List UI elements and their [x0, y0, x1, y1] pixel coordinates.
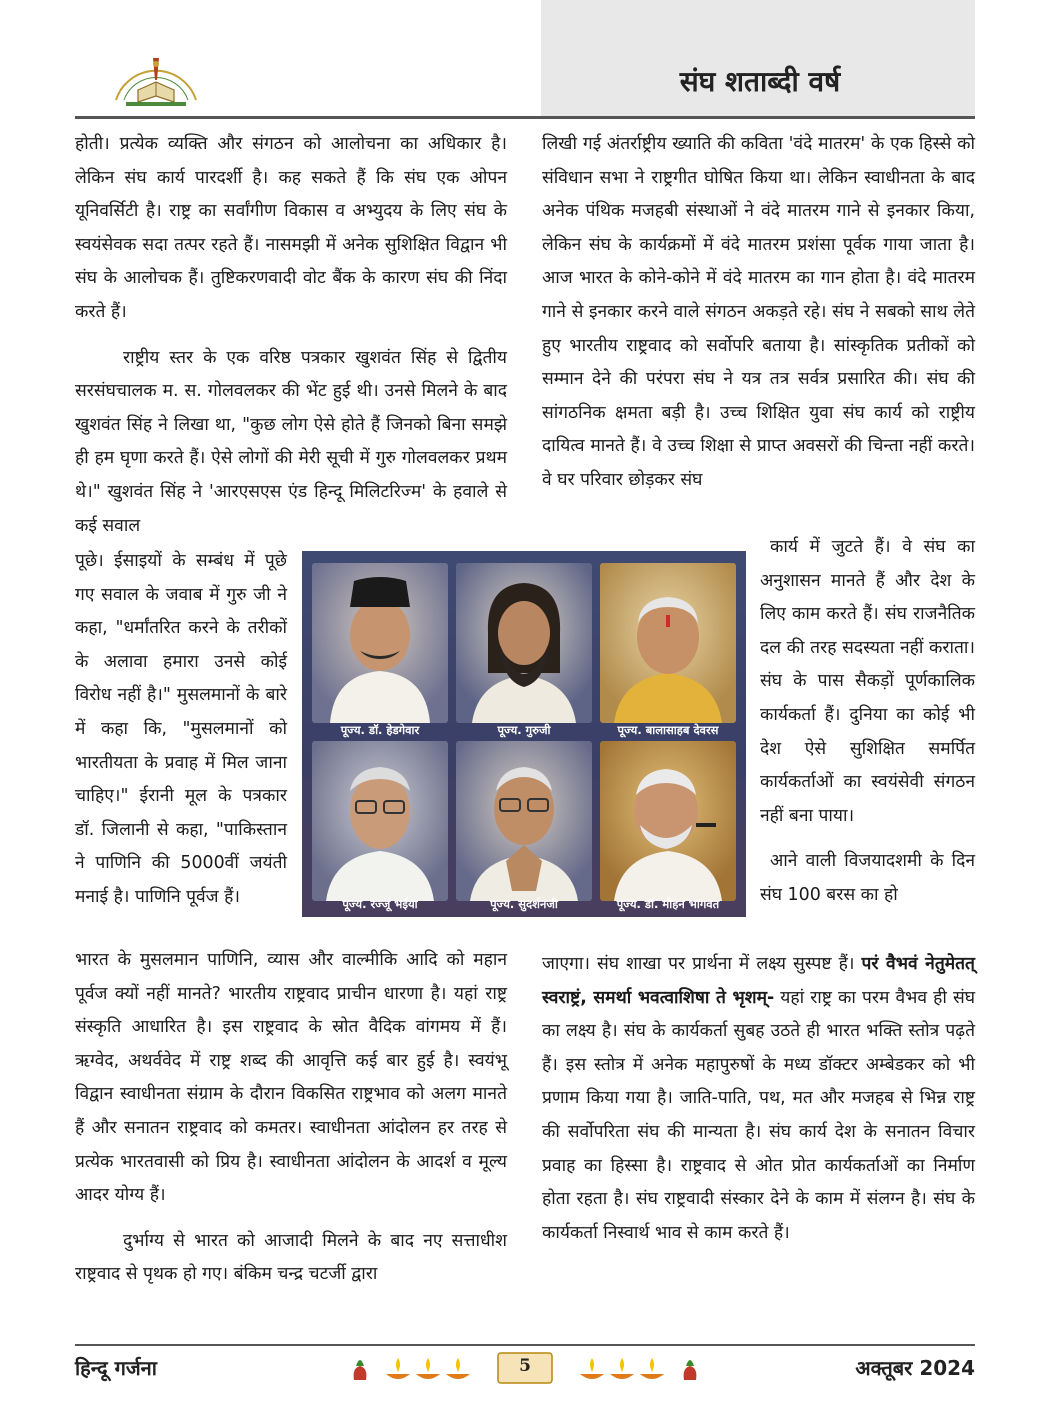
- magazine-logo: [106, 42, 206, 112]
- sanskrit-prayer-line: परं वैभवं नेतुमेतत् स्वराष्ट्रं, समर्था भवत्वाशिषा ते भृशम्-: [542, 954, 975, 1008]
- text-run: यहां राष्ट्र का परम वैभव ही संघ का लक्ष्य है। संघ के कार्यकर्ता सुबह उठते ही भारत भक्ति स्तोत्र पढ़ते हैं। इस स्तोत्र में अनेक महापुरुषों के मध्य डॉक्टर अम्बेडकर को भी प्रणाम किया गया है। जाति-पाति, पथ, मत और मजहब से भिन्न राष्ट्र की सर्वोपरिता संघ की मान्यता है। संघ कार्य देश के सनातन विचार प्रवाह का हिस्सा है। राष्ट्रवाद से ओत प्रोत कार्यकर्ताओं का निर्माण होता रहता है। संघ राष्ट्रवादी संस्कार देने के काम में संलग्न है। संघ के कार्यकर्ता निस्वार्थ भाव से काम करते हैं।: [542, 987, 975, 1243]
- paragraph: कार्य में जुटते हैं। वे संघ का अनुशासन मानते हैं और देश के लिए काम करते हैं। संघ राजनैतिक दल की तरह सदस्यता नहीं कराता। संघ के पास सैकड़ों पूर्णकालिक कार्यकर्ता हैं। दुनिया का कोई भी देश ऐसे सुशिक्षित समर्पित कार्यकर्ताओं का स्वयंसेवी संगठन नहीं बना पाया।: [760, 537, 975, 826]
- caption-rajju-bhaiya: पूज्य. रज्जू भईया: [342, 897, 418, 911]
- portrait-rajju-bhaiya: [312, 741, 448, 901]
- caption-sudarshanji: पूज्य. सुदर्शनजी: [490, 897, 558, 911]
- paragraph: दुर्भाग्य से भारत को आजादी मिलने के बाद नए सत्ताधीश राष्ट्रवाद से पृथक हो गए। बंकिम चन्द्र चटर्जी द्वारा: [75, 1230, 507, 1285]
- text-run: जाएगा। संघ शाखा पर प्रार्थना में लक्ष्य सुस्पष्ट हैं।: [542, 954, 855, 974]
- paragraph: राष्ट्रीय स्तर के एक वरिष्ठ पत्रकार खुशवंत सिंह से द्वितीय सरसंघचालक म. स. गोलवलकर की भेंट हुई थी। उनसे मिलने के बाद खुशवंत सिंह ने लिखा था, "कुछ लोग ऐसे होते हैं जिनको बिना समझे ही हम घृणा करते हैं। ऐसे लोगों की मेरी सूची में गुरु गोलवलकर प्रथम थे।" खुशवंत सिंह ने 'आरएसएस एंड हिन्दू मिलिटरिज्म' के हवाले से कई सवाल: [75, 347, 507, 536]
- left-column-bottom: [75, 944, 507, 1292]
- caption-guruji: पूज्य. गुरुजी: [497, 723, 551, 737]
- footer-divider: [75, 1344, 975, 1346]
- paragraph: आने वाली विजयादशमी के दिन संघ 100 बरस का हो: [760, 851, 975, 905]
- right-column-bottom: [542, 948, 975, 1250]
- kalash-icon: [684, 1360, 697, 1380]
- paragraph: पूछे। ईसाइयों के सम्बंध में पूछे गए सवाल के जवाब में गुरु जी ने कहा, "धर्मांतरित करने के तरीकों के अलावा हमारा उनसे कोई विरोध नहीं है।" मुसलमानों के बारे में कहा कि, "मुसलमानों को भारतीयता के प्रवाह में मिल जाना चाहिए।" ईरानी मूल के पत्रकार डॉ. जिलानी से कहा, "पाकिस्तान ने पाणिनि की 5000वीं जयंती मनाई है। पाणिनि पूर्वज हैं।: [75, 551, 287, 907]
- portrait-guruji: [456, 563, 592, 723]
- caption-mohan-bhagwat: पूज्य. डॉ. मोहन भागवत: [616, 897, 720, 911]
- right-column-wrap: [760, 531, 975, 913]
- issue-date: अक्तूबर 2024: [855, 1356, 975, 1380]
- left-column-top: [75, 128, 507, 543]
- portrait-mohan-bhagwat: [600, 741, 736, 901]
- caption-balasaheb-deoras: पूज्य. बालासाहब देवरस: [617, 723, 719, 737]
- portrait-balasaheb-deoras: [600, 563, 736, 723]
- page-number: 5: [519, 1356, 531, 1376]
- paragraph: भारत के मुसलमान पाणिनि, व्यास और वाल्मीकि आदि को महान पूर्वज क्यों नहीं मानते? भारतीय राष्ट्रवाद प्राचीन धारणा है। यहां राष्ट्र संस्कृति आधारित है। इस राष्ट्रवाद के स्रोत वैदिक वांगमय में हैं। ऋग्वेद, अथर्ववेद में राष्ट्र शब्द की आवृत्ति कई बार हुई है। स्वयंभू विद्वान स्वाधीनता संग्राम के दौरान विकसित राष्ट्रभाव को अलग मानते हैं और सनातन राष्ट्रवाद को कमतर। स्वाधीनता आंदोलन हर तरह से प्रत्येक भारतवासी को प्रिय है। स्वाधीनता आंदोलन के आदर्श व मूल्य आदर योग्य हैं।: [75, 950, 507, 1206]
- portrait-sudarshanji: [456, 741, 592, 901]
- kalash-icon: [354, 1360, 367, 1380]
- paragraph: होती। प्रत्येक व्यक्ति और संगठन को आलोचना का अधिकार है। लेकिन संघ कार्य पारदर्शी है। कह सकते हैं कि संघ एक ओपन यूनिवर्सिटी है। राष्ट्र का सर्वांगीण विकास व अभ्युदय के लिए संघ के स्वयंसेवक सदा तत्पर रहते हैं। नासमझी में अनेक सुशिक्षित विद्वान भी संघ के आलोचक हैं। तुष्टिकरणवादी वोट बैंक के कारण संघ की निंदा करते हैं।: [75, 134, 507, 322]
- right-column-top: [542, 128, 975, 498]
- paragraph: लिखी गई अंतर्राष्ट्रीय ख्याति की कविता 'वंदे मातरम' के एक हिस्से को संविधान सभा ने राष्ट्रगीत घोषित किया था। लेकिन स्वाधीनता के बाद अनेक पंथिक मजहबी संस्थाओं ने वंदे मातरम गाने से इनकार किया, लेकिन संघ के कार्यक्रमों में वंदे मातरम प्रशंसा पूर्वक गाया जाता है। आज भारत के कोने-कोने में वंदे मातरम का गान होता है। वंदे मातरम गाने से इनकार करने वाले संगठन अकड़ते रहे। संघ ने सबको साथ लेते हुए भारतीय राष्ट्रवाद को सर्वोपरि बताया है। सांस्कृतिक प्रतीकों को सम्मान देने की परंपरा संघ ने यत्र तत्र सर्वत्र प्रसारित की। संघ की सांगठनिक क्षमता बड़ी है। उच्च शिक्षित युवा संघ कार्य को राष्ट्रीय दायित्व मानते हैं। वे उच्च शिक्षा से प्राप्त अवसरों की चिन्ता नहीं करते। वे घर परिवार छोड़कर संघ: [542, 134, 975, 490]
- magazine-name: हिन्दू गर्जना: [75, 1356, 157, 1380]
- caption-hedgewar: पूज्य. डॉ. हेडगेवार: [340, 723, 420, 737]
- left-column-wrap: [75, 545, 287, 915]
- header-divider: [75, 116, 975, 119]
- page-section-title: संघ शताब्दी वर्ष: [679, 65, 841, 98]
- portrait-hedgewar: [312, 563, 448, 723]
- sarsanghchalak-photo-collage: [302, 551, 746, 917]
- paragraph: [542, 948, 975, 1250]
